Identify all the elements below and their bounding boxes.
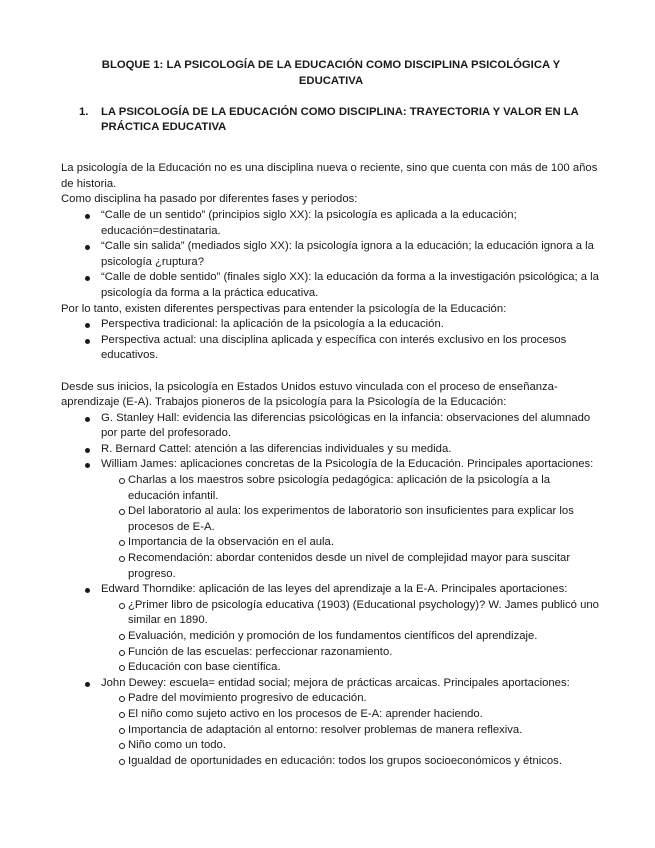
thorndike-contributions <box>101 598 601 676</box>
list-item: “Calle de doble sentido” (finales siglo XX): la educación da forma a la investigación psicológica; a la psicología da forma a la práctica educativa. <box>61 270 601 301</box>
sub-list-item: Del laboratorio al aula: los experimentos de laboratorio son insuficientes para explicar los procesos de E-A. <box>61 504 601 535</box>
list-item: Perspectiva actual: una disciplina aplicada y específica con interés exclusivo en los procesos educativos. <box>61 333 601 364</box>
list-item-thorndike <box>61 582 601 676</box>
list-item: Perspectiva tradicional: la aplicación de la psicología a la educación. <box>61 317 601 333</box>
sub-list-item: Función de las escuelas: perfeccionar razonamiento. <box>61 645 601 661</box>
sub-list-item: Educación con base científica. <box>61 660 601 676</box>
sub-list-item: El niño como sujeto activo en los procesos de E-A: aprender haciendo. <box>61 707 601 723</box>
perspectives-list <box>61 317 601 364</box>
list-item: “Calle sin salida” (mediados siglo XX): la psicología ignora a la educación; la educación ignora a la psicología ¿ruptura? <box>61 239 601 270</box>
sub-list-item: Padre del movimiento progresivo de educación. <box>61 691 601 707</box>
dewey-text: John Dewey: escuela= entidad social; mejora de prácticas arcaicas. Principales aportaciones: <box>101 676 570 689</box>
sub-list-item: Evaluación, medición y promoción de los fundamentos científicos del aprendizaje. <box>61 629 601 645</box>
section-title: LA PSICOLOGÍA DE LA EDUCACIÓN COMO DISCIPLINA: TRAYECTORIA Y VALOR EN LA PRÁCTICA EDUCATIVA <box>101 105 579 134</box>
list-item: “Calle de un sentido” (principios siglo XX): la psicología es aplicada a la educación; educación=destinataria. <box>61 208 601 239</box>
paragraph-intro: La psicología de la Educación no es una disciplina nueva o reciente, sino que cuenta con más de 100 años de historia. <box>61 162 598 190</box>
sub-list-item: Igualdad de oportunidades en educación: todos los grupos socioeconómicos y étnicos. <box>61 754 601 770</box>
sub-list-item: Niño como un todo. <box>61 738 601 754</box>
james-contributions <box>101 473 601 582</box>
list-item-hall: G. Stanley Hall: evidencia las diferencias psicológicas en la infancia: observaciones del alumnado por parte del profesorado. <box>61 411 601 442</box>
paragraph-origins: Desde sus inicios, la psicología en Estados Unidos estuvo vinculada con el proceso de enseñanza-aprendizaje (E-A). Trabajos pioneros de la psicología para la Psicología de la Educación: <box>61 380 558 409</box>
sub-list-item: Importancia de la observación en el aula. <box>61 535 601 551</box>
document-title: BLOQUE 1: LA PSICOLOGÍA DE LA EDUCACIÓN COMO DISCIPLINA PSICOLÓGICA Y EDUCATIVA <box>101 59 561 87</box>
section-number: 1. <box>79 105 89 118</box>
document-body <box>61 58 601 769</box>
dewey-contributions <box>101 691 601 769</box>
sub-list-item: Charlas a los maestros sobre psicología pedagógica: aplicación de la psicología a la educación infantil. <box>61 473 601 504</box>
blank-line <box>61 364 601 380</box>
sub-list-item: Importancia de adaptación al entorno: resolver problemas de manera reflexiva. <box>61 723 601 739</box>
list-item-james <box>61 457 601 582</box>
paragraph-perspectives-intro: Por lo tanto, existen diferentes perspectivas para entender la psicología de la Educación: <box>61 302 507 315</box>
list-item-cattel: R. Bernard Cattel: atención a las diferencias individuales y su medida. <box>61 442 601 458</box>
paragraph-phases-intro: Como disciplina ha pasado por diferentes fases y periodos: <box>61 193 358 206</box>
section-heading <box>61 105 601 137</box>
sub-list-item: Recomendación: abordar contenidos desde un nivel de complejidad mayor para suscitar progreso. <box>61 551 601 582</box>
phases-list <box>61 208 601 302</box>
sub-list-item: ¿Primer libro de psicología educativa (1903) (Educational psychology)? W. James publicó uno similar en 1890. <box>61 598 601 629</box>
james-text: William James: aplicaciones concretas de la Psicología de la Educación. Principales aportaciones: <box>101 458 594 471</box>
thorndike-text: Edward Thorndike: aplicación de las leyes del aprendizaje a la E-A. Principales aportaciones: <box>101 583 568 596</box>
pioneers-list <box>61 411 601 770</box>
list-item-dewey <box>61 676 601 770</box>
